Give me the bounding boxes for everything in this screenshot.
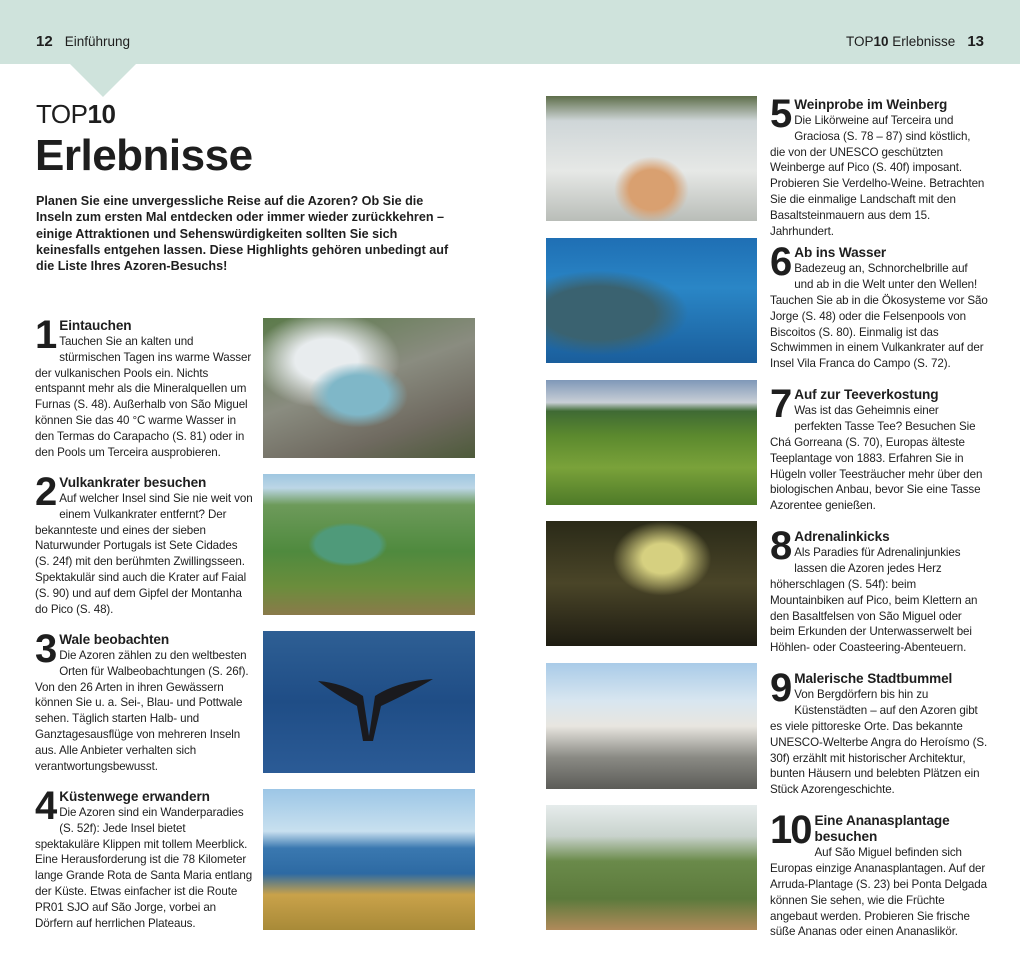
item-text: Badezeug an, Schnorchelbrille auf und ab in die Welt unter den Wellen! Tauchen Sie ab in die Ökosysteme vor São Jorge (S. 48) oder die Felsenpools von Biscoitos (S. 80). Einmalig ist das Schwimmen in einem Vulkankrater auf der Insel Vila Franca do Campo (S. 72). [770, 262, 988, 371]
top10-item-2 [35, 470, 253, 632]
header-pointer [70, 64, 136, 97]
heading-top: TOP [36, 99, 88, 129]
item-title: Eine Ananasplantage besuchen [814, 813, 950, 845]
top10-item-4 [35, 784, 253, 946]
item-text: Auf São Miguel befinden sich Europas einzige Ananasplantagen. Auf der Arruda-Plantage (S. 23) bei Ponta Delgada können Sie sehen, wie die Früchte angebaut werden. Probieren Sie frische süße Ananas oder einen Ananaslikör. [770, 846, 987, 939]
item-text: Auf welcher Insel sind Sie nie weit von einem Vulkankrater entfernt? Der bekannteste und eines der sieben Naturwunder Portugals ist Sete Cidades (S. 24f) mit den berühmten Zwillingsseen. Spektakulär sind auch die Krater auf Faial (S. 90) und auf dem Gipfel der Montanha do Pico (S. 48). [35, 492, 253, 616]
item-number: 2 [35, 470, 56, 514]
item-title: Adrenalinkicks [794, 529, 890, 545]
item-text: Die Likörweine auf Terceira und Graciosa (S. 78 – 87) sind köstlich, die von der UNESCO geschützten Weinberge auf Pico (S. 40f) imposant. Probieren Sie Verdelho-Weine. Betrachten Sie die einmalige Landschaft mit den Basaltsteinmauern aus dem 15. Jahrhundert. [770, 114, 985, 238]
photo-whale-tail [263, 631, 475, 773]
item-text: Tauchen Sie an kalten und stürmischen Tagen ins warme Wasser der vulkanischen Pools ein. Nichts entspannt mehr als die Mineralquellen um Furnas (S. 48). Außerhalb von São Miguel können Sie das 40 °C warme Wasser in den Termas do Carapacho (S. 81) oder in den Pools um Terceira ausprobieren. [35, 335, 252, 459]
item-title: Ab ins Wasser [794, 245, 887, 261]
whale-tail-icon [263, 631, 475, 773]
item-number: 8 [770, 524, 791, 569]
left-page-number: 12 [36, 33, 53, 50]
item-title: Küstenwege erwandern [59, 789, 210, 804]
intro-text: Planen Sie eine unvergessliche Reise auf die Azoren? Ob Sie die Inseln zum ersten Mal entdecken oder immer wieder zurückkehren – einige Attraktionen und Sehenswürdigkeiten sollten Sie sich keinesfalls entgehen lassen. Diese Highlights gehören unbedingt auf die Liste Ihres Azoren-Besuchs! [36, 194, 449, 274]
right-page-number: 13 [967, 33, 984, 50]
top10-item-1 [35, 313, 253, 475]
item-number: 10 [770, 808, 811, 853]
item-number: 7 [770, 382, 791, 427]
top10-item-9 [770, 666, 988, 813]
item-text: Von Bergdörfern bis hin zu Küstenstädten – auf den Azoren gibt es viele pittoreske Orte. Das bekannte UNESCO-Welterbe Angra do Heroísmo (S. 30f) erzählt mit historischer Architektur, bunten Häusern und belebten Plätzen ein Stück Azorengeschichte. [770, 688, 988, 797]
left-item-column [35, 313, 253, 946]
item-number: 9 [770, 666, 791, 711]
top10-item-3 [35, 627, 253, 789]
item-number: 1 [35, 313, 56, 357]
right-section-name: Erlebnisse [888, 34, 956, 49]
heading-ten: 10 [87, 99, 116, 129]
top10-item-6 [770, 240, 988, 387]
top10-item-7 [770, 382, 988, 529]
item-number: 5 [770, 92, 791, 136]
heading-top10 [36, 100, 115, 128]
item-text: Was ist das Geheimnis einer perfekten Tasse Tee? Besuchen Sie Chá Gorreana (S. 70), Europas älteste Teeplantage von 1883. Erfahren Sie in Hügeln voller Teesträucher mehr über den biologischen Anbau, bevor Sie eine Tasse Azorentee genießen. [770, 404, 983, 513]
top10-item-8 [770, 524, 988, 671]
photo-hot-springs [263, 318, 475, 458]
left-running-head [36, 33, 130, 50]
item-title: Auf zur Teeverkostung [794, 387, 939, 403]
page-title: Erlebnisse [35, 131, 253, 180]
right-item-column [770, 92, 988, 955]
photo-tea-plantation [546, 380, 757, 505]
item-title: Wale beobachten [59, 632, 170, 647]
item-title: Vulkankrater besuchen [59, 475, 207, 490]
item-text: Die Azoren zählen zu den weltbesten Orten für Walbeobachtungen (S. 26f). Von den 26 Arten in ihren Gewässern können Sie u. a. Sei-, Blau- und Pottwale sehen. Täglich starten Halb- und Ganztagesausflüge von mehreren Inseln aus. Alle Anbieter verhalten sich verantwortungsbewusst. [35, 649, 249, 773]
photo-town-street [546, 663, 757, 789]
item-number: 6 [770, 240, 791, 285]
right-running-head [846, 33, 984, 50]
right-section-prefix: TOP [845, 34, 874, 49]
right-section-num: 10 [873, 34, 889, 49]
item-number: 4 [35, 784, 56, 828]
photo-pineapple-greenhouse [546, 805, 757, 930]
item-number: 3 [35, 627, 56, 671]
top10-item-10 [770, 808, 988, 955]
right-section-title [846, 34, 955, 49]
photo-crater-lakes [263, 474, 475, 615]
left-section-title: Einführung [64, 34, 130, 49]
photo-coastal-path [263, 789, 475, 930]
photo-diving [546, 238, 757, 363]
top10-item-5 [770, 92, 988, 245]
item-title: Eintauchen [59, 318, 132, 333]
page-header [0, 0, 1020, 64]
item-title: Malerische Stadtbummel [794, 671, 953, 687]
item-title: Weinprobe im Weinberg [794, 97, 948, 112]
photo-cave-adventure [546, 521, 757, 646]
photo-wine-tasting [546, 96, 757, 221]
item-text: Als Paradies für Adrenalinjunkies lassen die Azoren jedes Herz höherschlagen (S. 54f): beim Mountainbiken auf Pico, beim Klettern an den Basaltfelsen von São Miguel oder beim Erkunden der Unterwasserwelt bei Höhlen- oder Coasteering-Abenteuern. [770, 546, 978, 655]
item-text: Die Azoren sind ein Wanderparadies (S. 52f): Jede Insel bietet spektakuläre Klippen mit tollem Meerblick. Eine Herausforderung ist die 78 Kilometer lange Grande Rota de Santa Maria entlang der Küste. Etwas einfacher ist die Route PR01 SJO auf São Jorge, vorbei an Dörfern auf herrlichen Plateaus. [35, 806, 253, 930]
